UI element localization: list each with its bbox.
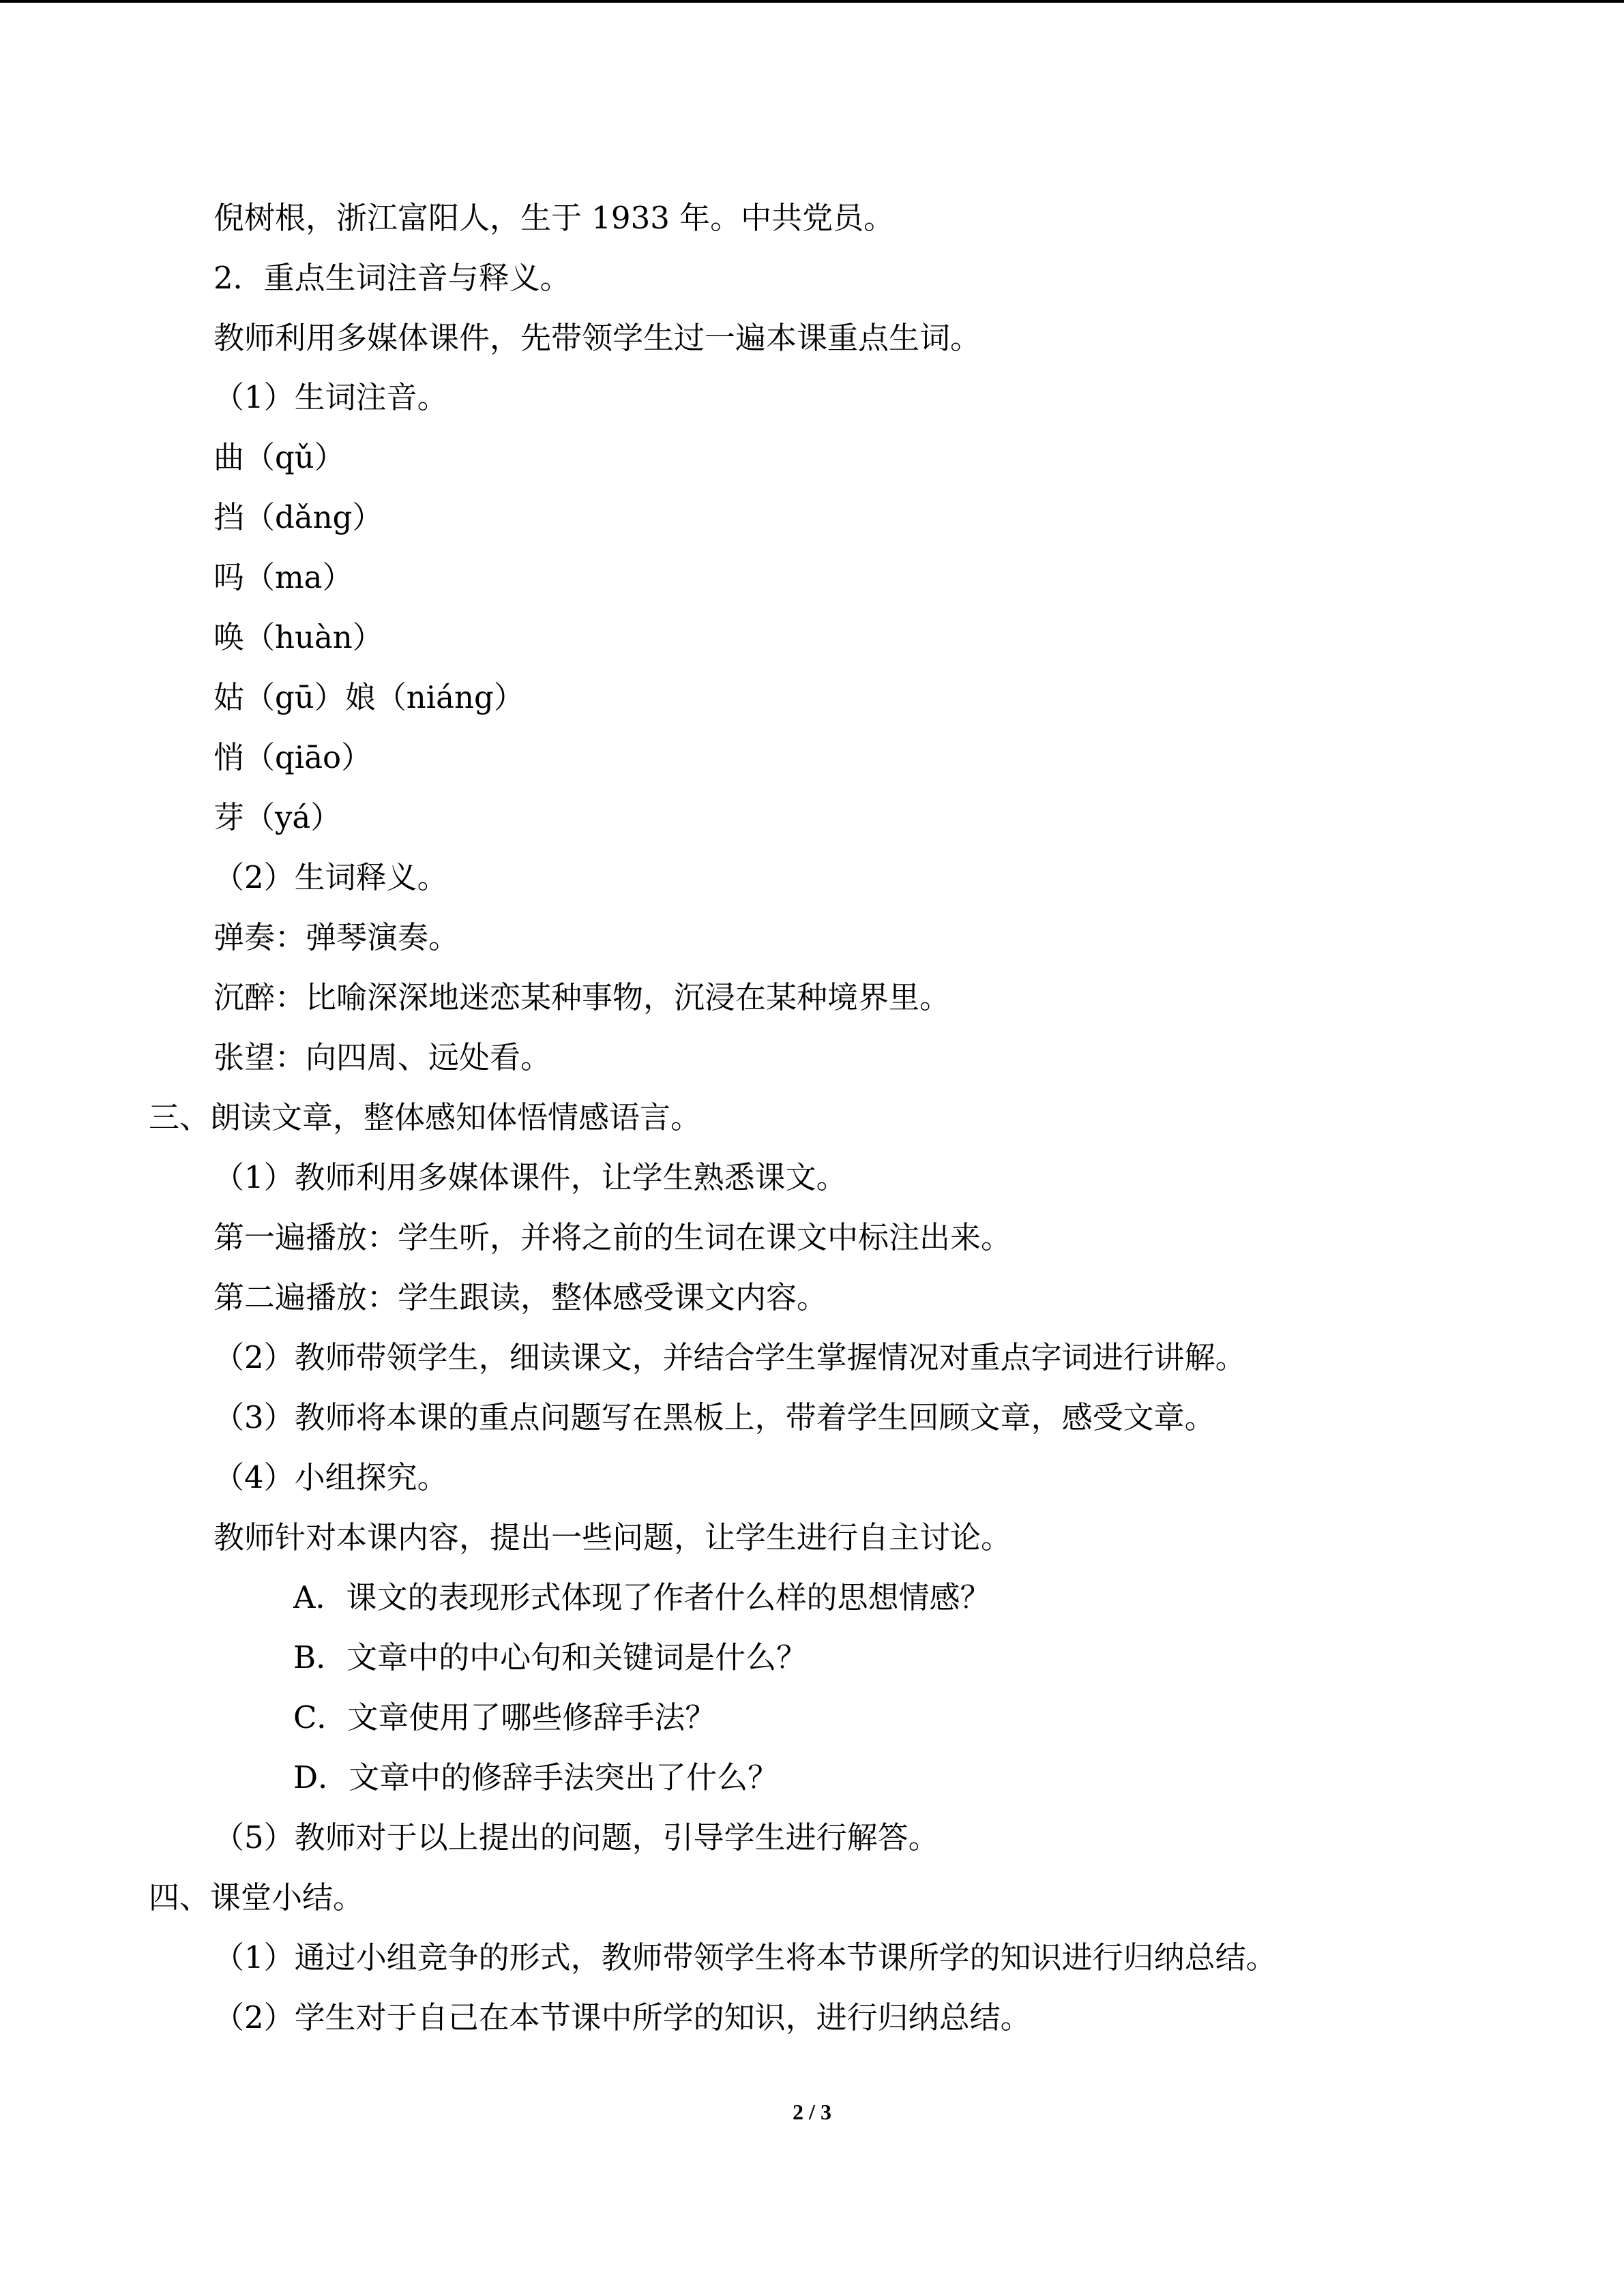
question-item: B．文章中的中心句和关键词是什么？ xyxy=(293,1639,808,1675)
text-line: 弹奏：弹琴演奏。 xyxy=(213,919,460,955)
text-line: 教师针对本课内容，提出一些问题，让学生进行自主讨论。 xyxy=(213,1519,1012,1555)
text-line: （1）生词注音。 xyxy=(213,379,448,415)
text-line: 张望：向四周、远处看。 xyxy=(213,1039,552,1075)
section-heading: 三、朗读文章，整体感知体悟情感语言。 xyxy=(149,1099,702,1135)
text-line: （2）学生对于自己在本节课中所学的知识，进行归纳总结。 xyxy=(213,1999,1031,2036)
top-border xyxy=(0,0,1624,3)
text-line: 沉醉：比喻深深地迷恋某种事物，沉浸在某种境界里。 xyxy=(213,979,951,1015)
text-line: 芽（yá） xyxy=(213,799,342,835)
text-line: （1）教师利用多媒体课件，让学生熟悉课文。 xyxy=(213,1159,847,1195)
text-line: 倪树根，浙江富阳人，生于 1933 年。中共党员。 xyxy=(213,200,895,236)
text-line: 曲（qǔ） xyxy=(213,439,345,475)
text-line: 悄（qiāo） xyxy=(213,739,372,775)
text-line: （4）小组探究。 xyxy=(213,1459,448,1495)
text-line: 吗（ma） xyxy=(213,559,353,595)
page-number: 2 / 3 xyxy=(793,2100,831,2124)
text-line: 挡（dǎng） xyxy=(213,499,383,535)
text-line: 姑（gū）娘（niáng） xyxy=(213,679,525,715)
question-item: C．文章使用了哪些修辞手法？ xyxy=(293,1699,716,1735)
text-line: 第二遍播放：学生跟读，整体感受课文内容。 xyxy=(213,1279,828,1315)
text-line: 2．重点生词注音与释义。 xyxy=(213,260,571,296)
question-item: A．课文的表现形式体现了作者什么样的思想情感？ xyxy=(293,1579,991,1615)
text-line: （3）教师将本课的重点问题写在黑板上，带着学生回顾文章，感受文章。 xyxy=(213,1399,1215,1435)
text-line: 第一遍播放：学生听，并将之前的生词在课文中标注出来。 xyxy=(213,1219,1012,1255)
text-line: （1）通过小组竞争的形式，教师带领学生将本节课所学的知识进行归纳总结。 xyxy=(213,1939,1277,1976)
text-line: 教师利用多媒体课件，先带领学生过一遍本课重点生词。 xyxy=(213,320,981,356)
text-line: 唤（huàn） xyxy=(213,619,383,655)
section-heading: 四、课堂小结。 xyxy=(149,1879,364,1915)
text-line: （2）教师带领学生，细读课文，并结合学生掌握情况对重点字词进行讲解。 xyxy=(213,1339,1246,1375)
text-line: （2）生词释义。 xyxy=(213,859,448,895)
text-line: （5）教师对于以上提出的问题，引导学生进行解答。 xyxy=(213,1819,939,1855)
question-item: D．文章中的修辞手法突出了什么？ xyxy=(293,1759,779,1795)
